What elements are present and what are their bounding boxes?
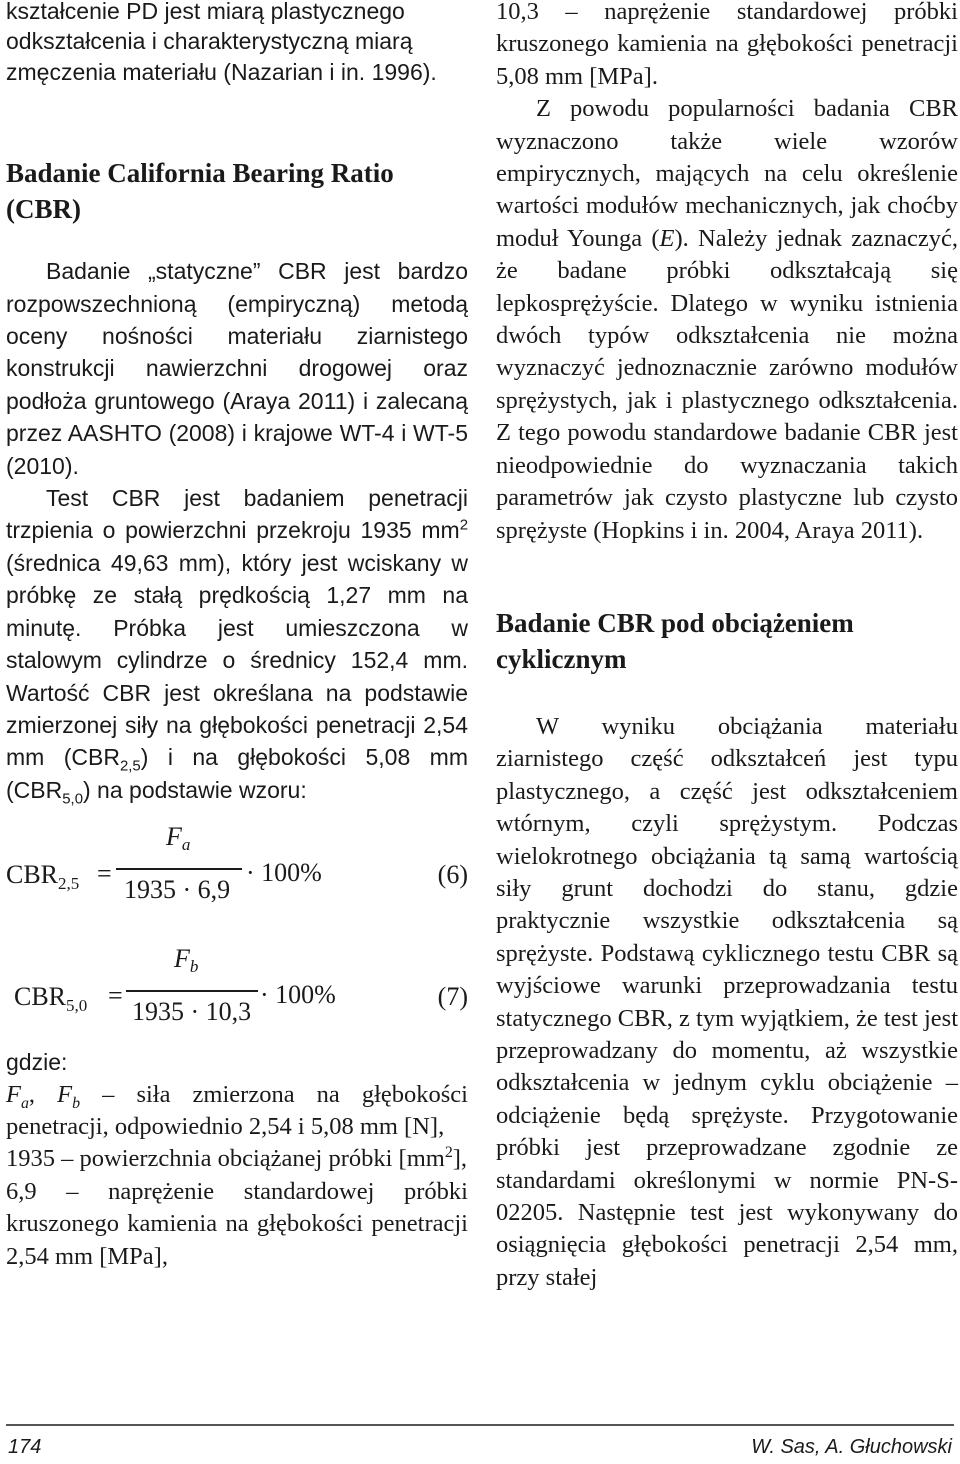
eq7-numerator: $F_b$	[174, 944, 199, 977]
eq7-number: (7)	[437, 982, 468, 1012]
eq6-denominator: 1935 · 6,9	[124, 875, 231, 905]
definition-1935: 1935 – powierzchnia obciążanej próbki $[mm^2]$,	[6, 1144, 468, 1173]
right-column	[496, 0, 958, 1294]
section-heading-cyclic-cbr: Badanie CBR pod obciążeniem cyklicznym	[496, 607, 854, 674]
definition-forces: $F_a$, $F_b$ – siła zmierzona na głębokości penetracji, odpowiednio 2,54 i 5,08 mm [N],	[6, 1080, 468, 1140]
footer-divider	[6, 1424, 954, 1426]
running-authors: W. Sas, A. Głuchowski	[751, 1436, 952, 1458]
eq6-equals: =	[97, 859, 112, 889]
eq6-lhs: $CBR_{2,5}$	[6, 860, 80, 894]
paragraph-cbr-test: Test CBR jest badaniem penetracji trzpienia o powierzchni przekroju 1935 $mm^2$ (średnica 49,63 mm), który jest wciskany w próbkę ze stałą prędkością 1,27 mm na minutę. Próbka jest umieszczona w stalowym cylindrze o średnicy 152,4 mm. Wartość CBR jest określana na podstawie zmierzonej siły na głębokości penetracji 2,54 mm $(CBR_{2,5})$ i na głębokości 5,08 mm $(CBR_{5,0})$ na podstawie wzoru:	[6, 485, 468, 808]
left-column	[6, 0, 468, 1273]
eq7-lhs: $CBR_{5,0}$	[14, 982, 88, 1016]
equation-6	[6, 822, 468, 942]
eq7-denominator: 1935 · 10,3	[132, 997, 252, 1027]
eq6-fraction-bar	[116, 868, 242, 870]
paragraph-cyclic: W wyniku obciążania materiału ziarnistego część odkształceń jest typu plastycznego, a część jest odkształceniem wtórnym, czyli sprężystym. Podczas wielokrotnego obciążania tą samą wartością siły grunt dochodzi do stanu, gdzie praktycznie wszystkie odkształcenia są sprężyste. Podstawą cyklicznego testu CBR są wyjściowe warunki przeprowadzania testu statycznego CBR, z tym wyjątkiem, że test jest przeprowadzany do momentu, aż wszystkie odkształcenia w jednym cyklu obciążenie – odciążenie będą sprężyste. Przygotowanie próbki jest przeprowadzane zgodnie ze standardami określonymi w normie PN-S-02205. Następnie test jest wykonywany do osiągnięcia głębokości penetracji 2,54 mm, przy stałej	[496, 712, 958, 1291]
where-label: gdzie:	[6, 1049, 68, 1076]
intro-text: kształcenie PD jest miarą plastycznego odkształcenia i charakterystyczną miarą zmęczenia materiału (Nazarian i in. 1996).	[6, 0, 437, 85]
equation-7	[6, 944, 468, 1064]
page-number: 174	[8, 1436, 42, 1458]
paragraph-static-cbr: Badanie „statyczne” CBR jest bardzo rozpowszechnioną (empiryczną) metodą oceny nośności materiału ziarnistego konstrukcji nawierzchni drogowej oraz podłoża gruntowego (Araya 2011) i zalecaną przez AASHTO (2008) i krajowe WT-4 i WT-5 (2010).	[6, 258, 468, 479]
eq6-numerator: $F_a$	[166, 822, 191, 855]
eq7-equals: =	[108, 981, 123, 1011]
eq7-fraction-bar	[126, 990, 258, 992]
section-heading-cbr: Badanie California Bearing Ratio (CBR)	[6, 158, 394, 225]
definition-10-3: 10,3 – naprężenie standardowej próbki kruszonego kamienia na głębokości penetracji 5,08 mm [MPa].	[496, 0, 958, 90]
eq7-factor: · 100%	[260, 980, 336, 1010]
paragraph-empirical: Z powodu popularności badania CBR wyznaczono także wiele wzorów empirycznych, mających na celu określenie wartości modułów mechanicznych, jak choćby moduł Younga (E). Należy jednak zaznaczyć, że badane próbki odkształcają się lepkosprężyście. Dlatego w wyniku istnienia dwóch typów odkształcenia nie można wyznaczyć jednoznacznie zarówno modułów sprężystych, jak i plastycznego odkształcenia. Z tego powodu standardowe badanie CBR jest nieodpowiednie do wyznaczania takich parametrów jak czysto plastyczne lub czysto sprężyste (Hopkins i in. 2004, Araya 2011).	[496, 95, 958, 544]
eq6-factor: · 100%	[246, 858, 322, 888]
definition-6-9: 6,9 – naprężenie standardowej próbki kruszonego kamienia na głębokości penetracji 2,54 mm [MPa],	[6, 1177, 468, 1270]
eq6-number: (6)	[437, 860, 468, 890]
